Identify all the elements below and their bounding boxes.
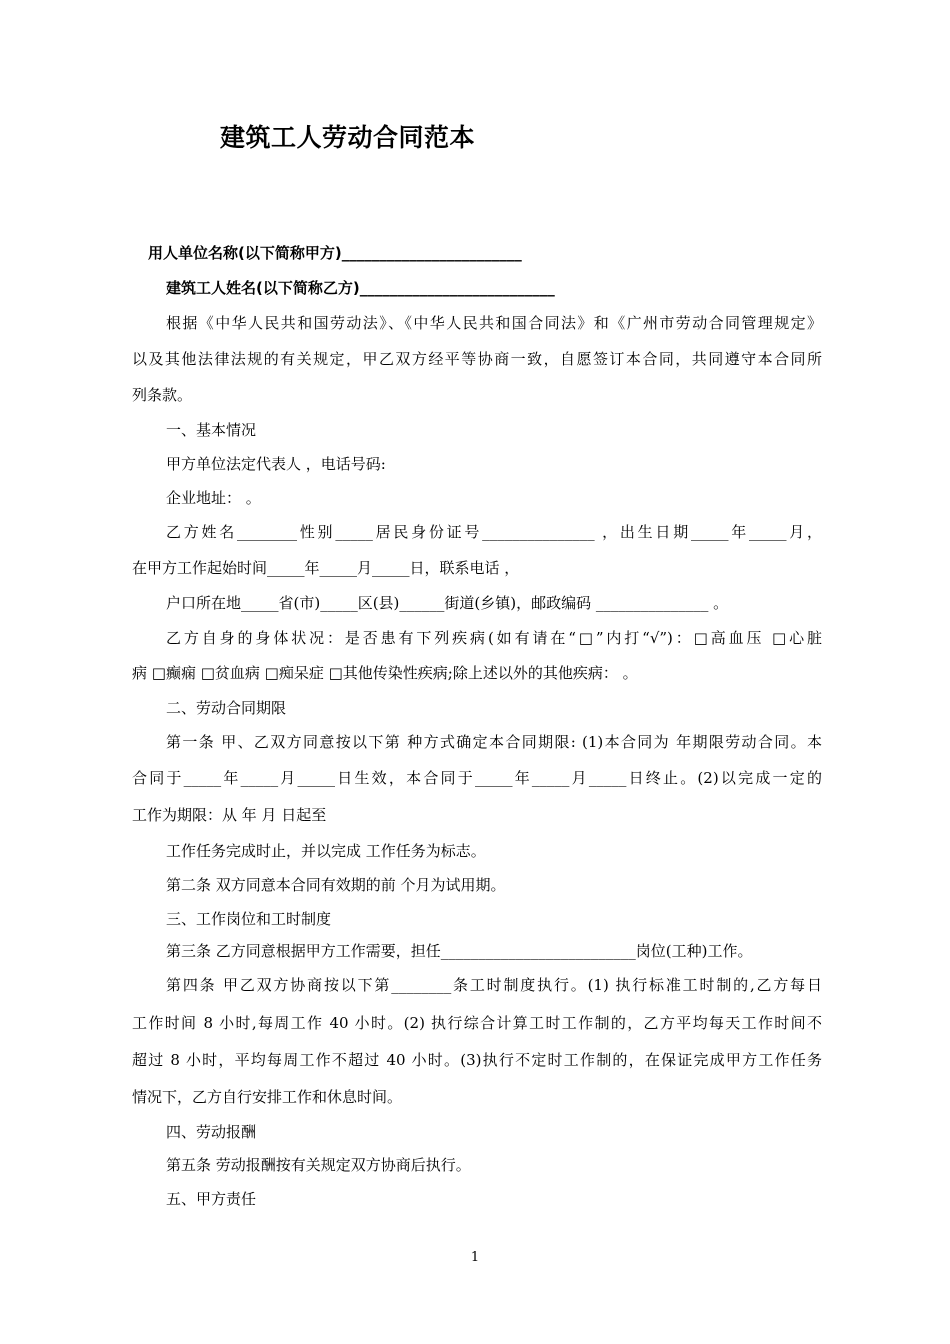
paragraph-line: 工作为期限：从 年 月 日起至	[132, 806, 327, 824]
paragraph-line: 工作时间 8 小时,每周工作 40 小时。(2) 执行综合计算工时工作制的，乙方平均每天工作时间不	[132, 1014, 822, 1032]
section-heading: 一、基本情况	[166, 421, 257, 439]
paragraph-line: 第三条 乙方同意根据甲方工作需要，担任__________________________岗位(工种)工作。	[166, 942, 753, 960]
paragraph-line: 病 □癫痫 □贫血病 □痴呆症 □其他传染性疾病;除上述以外的其他疾病： 。	[132, 664, 638, 682]
section-heading: 三、工作岗位和工时制度	[166, 910, 332, 928]
employer-name-field: 用人单位名称(以下简称甲方)________________________	[148, 244, 522, 262]
preamble-line: 以及其他法律法规的有关规定，甲乙双方经平等协商一致，自愿签订本合同，共同遵守本合同所	[132, 350, 822, 368]
paragraph-line: 第四条 甲乙双方协商按以下第________条工时制度执行。(1) 执行标准工时制的,乙方每日	[166, 976, 822, 994]
section-heading: 二、劳动合同期限	[166, 699, 287, 717]
paragraph-line: 工作任务完成时止，并以完成 工作任务为标志。	[166, 842, 486, 860]
paragraph-line: 情况下，乙方自行安排工作和休息时间。	[132, 1088, 403, 1106]
paragraph-line: 企业地址： 。	[166, 489, 261, 507]
page-number: 1	[470, 1250, 480, 1265]
page-title: 建筑工人劳动合同范本	[220, 123, 476, 152]
preamble-line: 列条款。	[132, 386, 193, 404]
paragraph-line: 第一条 甲、乙双方同意按以下第 种方式确定本合同期限: (1)本合同为 年期限劳动合同。本	[166, 733, 822, 751]
section-heading: 四、劳动报酬	[166, 1123, 257, 1141]
paragraph-line: 乙方姓名________性别_____居民身份证号_______________ ，出生日期_____年_____月，	[166, 523, 822, 541]
preamble-line: 根据《中华人民共和国劳动法》、《中华人民共和国合同法》和《广州市劳动合同管理规定》	[166, 314, 822, 332]
section-heading: 五、甲方责任	[166, 1190, 257, 1208]
paragraph-line: 甲方单位法定代表人 ，电话号码:	[166, 455, 386, 473]
paragraph-line: 第五条 劳动报酬按有关规定双方协商后执行。	[166, 1156, 471, 1174]
paragraph-line: 户口所在地_____省(市)_____区(县)______街道(乡镇)，邮政编码 _______________ 。	[166, 594, 729, 612]
paragraph-line: 第二条 双方同意本合同有效期的前 个月为试用期。	[166, 876, 506, 894]
paragraph-line: 超过 8 小时，平均每周工作不超过 40 小时。(3)执行不定时工作制的，在保证完成甲方工作任务	[132, 1051, 822, 1069]
paragraph-line: 合同于_____年_____月_____日生效，本合同于_____年_____月_____日终止。(2)以完成一定的	[132, 769, 822, 787]
paragraph-line: 乙方自身的身体状况：是否患有下列疾病(如有请在“□”内打“√”)：□高血压 □心脏	[166, 629, 822, 647]
worker-name-field: 建筑工人姓名(以下简称乙方)__________________________	[166, 279, 555, 297]
paragraph-line: 在甲方工作起始时间_____年_____月_____日，联系电话 ，	[132, 559, 520, 577]
